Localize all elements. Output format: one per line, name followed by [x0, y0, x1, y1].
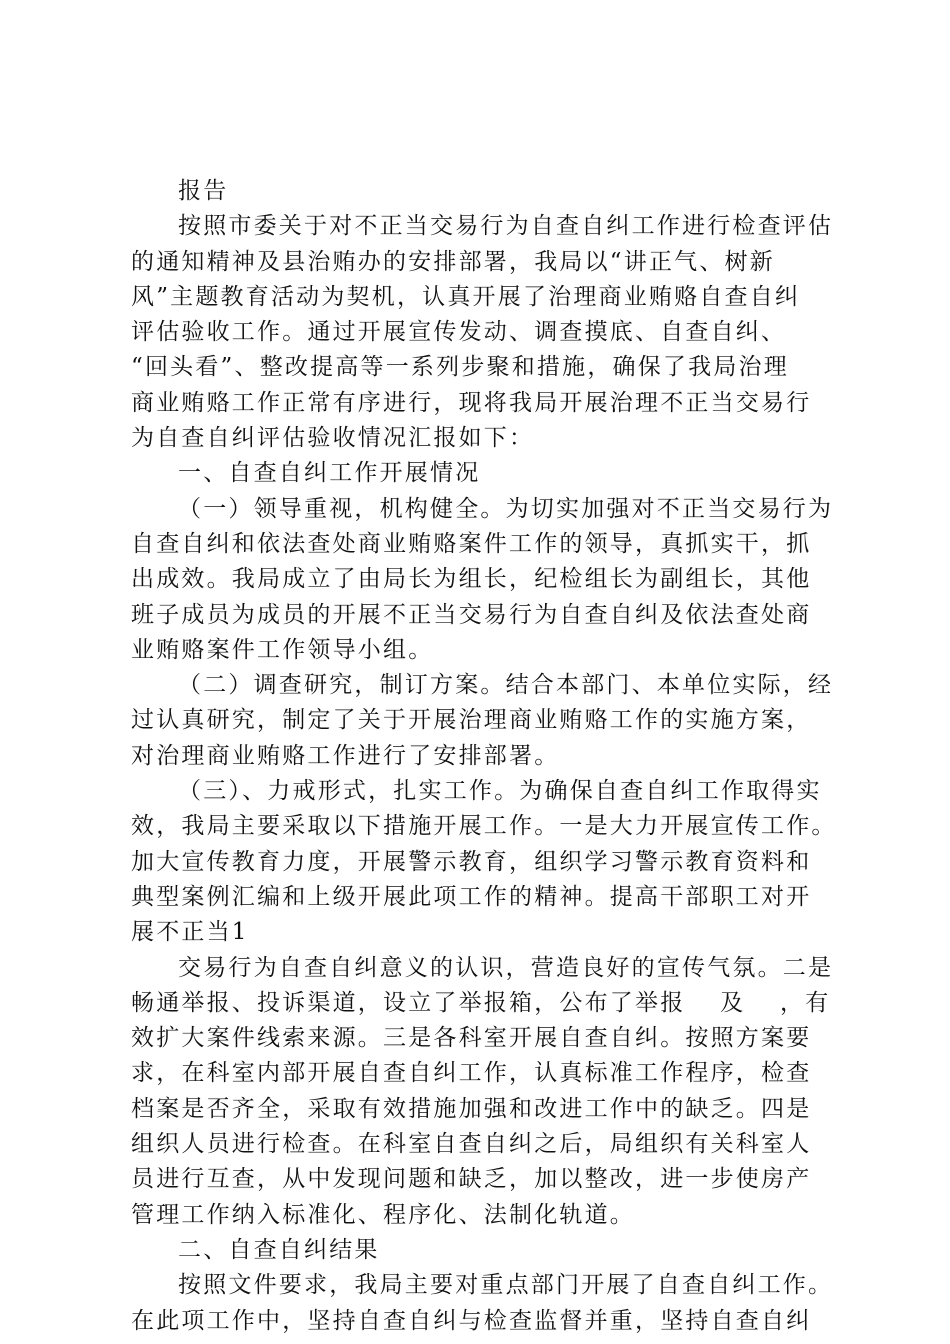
- text-line: 在此项工作中，坚持自查自纠与检查监督并重，坚持自查自纠: [131, 1307, 812, 1334]
- text-line: 报告: [178, 178, 229, 204]
- text-line: 风”主题教育活动为契机，认真开展了治理商业贿赂自查自纠: [131, 283, 801, 310]
- text-line: 一、自查自纠工作开展情况: [178, 460, 481, 487]
- text-line: 为自查自纠评估验收情况汇报如下：: [131, 425, 535, 452]
- text-line: （二）调查研究，制订方案。结合本部门、本单位实际，经: [178, 672, 834, 699]
- text-line: 展不正当1: [131, 919, 249, 946]
- text-line: 交易行为自查自纠意义的认识，营造良好的宣传气氛。二是: [178, 954, 834, 981]
- text-line: 效扩大案件线索来源。三是各科室开展自查自纠。按照方案要: [131, 1025, 812, 1052]
- text-line: 的通知精神及县治贿办的安排部署，我局以“讲正气、树新: [131, 248, 775, 275]
- text-line: 评估验收工作。通过开展宣传发动、调查摸底、自查自纠、: [131, 319, 787, 346]
- text-line: 求，在科室内部开展自查自纠工作，认真标准工作程序，检查: [131, 1060, 812, 1087]
- text-line: “回头看”、整改提高等一系列步聚和措施，确保了我局治理: [131, 354, 789, 381]
- text-line: 业贿赂案件工作领导小组。: [131, 636, 434, 663]
- text-line: 自查自纠和依法查处商业贿赂案件工作的领导，真抓实干，抓: [131, 530, 812, 557]
- text-line: 管理工作纳入标准化、程序化、法制化轨道。: [131, 1201, 635, 1228]
- text-line: 商业贿赂工作正常有序进行，现将我局开展治理不正当交易行: [131, 389, 812, 416]
- text-line: 畅通举报、投诉渠道，设立了举报箱，公布了举报 及 ，有: [131, 989, 831, 1016]
- text-line: 加大宣传教育力度，开展警示教育，组织学习警示教育资料和: [131, 848, 812, 875]
- text-line: 典型案例汇编和上级开展此项工作的精神。提高干部职工对开: [131, 883, 812, 910]
- text-line: 效，我局主要采取以下措施开展工作。一是大力开展宣传工作。: [131, 813, 837, 840]
- text-line: 二、自查自纠结果: [178, 1236, 380, 1263]
- text-line: 组织人员进行检查。在科室自查自纠之后，局组织有关科室人: [131, 1131, 812, 1158]
- text-line: 按照文件要求，我局主要对重点部门开展了自查自纠工作。: [178, 1272, 834, 1299]
- text-line: 对治理商业贿赂工作进行了安排部署。: [131, 742, 560, 769]
- text-line: （三）、力戒形式，扎实工作。为确保自查自纠工作取得实: [178, 778, 822, 805]
- text-line: 班子成员为成员的开展不正当交易行为自查自纠及依法查处商: [131, 601, 812, 628]
- text-line: （一）领导重视，机构健全。为切实加强对不正当交易行为: [178, 495, 834, 522]
- text-line: 按照市委关于对不正当交易行为自查自纠工作进行检查评估: [178, 213, 834, 240]
- text-line: 档案是否齐全，采取有效措施加强和改进工作中的缺乏。四是: [131, 1095, 812, 1122]
- text-line: 员进行互查，从中发现问题和缺乏，加以整改，进一步使房产: [131, 1166, 812, 1193]
- text-line: 出成效。我局成立了由局长为组长，纪检组长为副组长，其他: [131, 566, 812, 593]
- text-line: 过认真研究，制定了关于开展治理商业贿赂工作的实施方案，: [131, 707, 812, 734]
- document-body: [131, 174, 837, 1339]
